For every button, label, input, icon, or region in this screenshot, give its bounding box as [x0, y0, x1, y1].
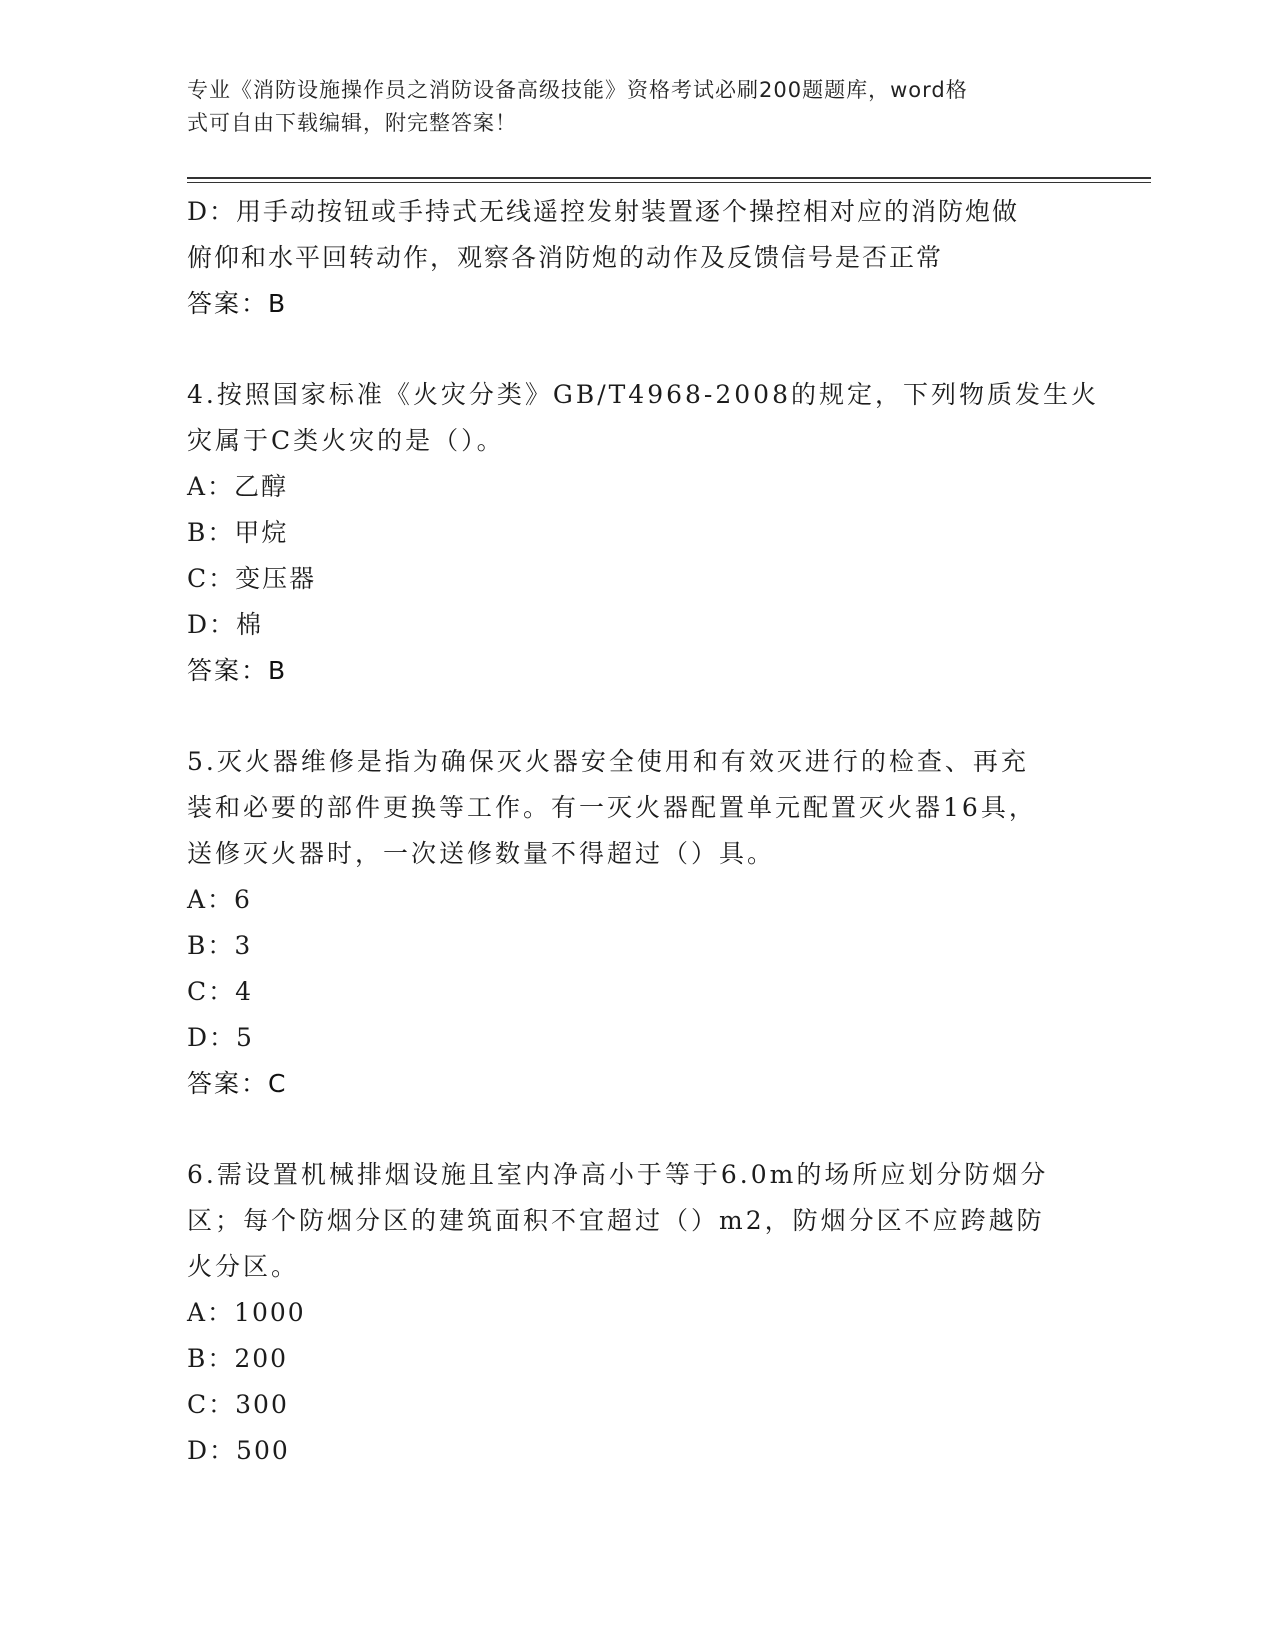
question-4-option-a: A：乙醇 [187, 472, 289, 501]
question-6-stem-line-2: 区；每个防烟分区的建筑面积不宜超过（）m2，防烟分区不应跨越防 [187, 1206, 1045, 1235]
question-6-option-a: A：1000 [187, 1298, 306, 1327]
question-4-stem-line-2: 灾属于C类火灾的是（）。 [187, 426, 505, 455]
question-4-option-d: D：棉 [187, 610, 264, 639]
question-4-option-b: B：甲烷 [187, 518, 289, 547]
question-6-option-b: B：200 [187, 1344, 289, 1373]
question-3-option-d-line-1: D：用手动按钮或手持式无线遥控发射装置逐个操控相对应的消防炮做 [187, 197, 1020, 226]
question-4-option-c: C：变压器 [187, 564, 317, 593]
question-5 [187, 739, 1087, 1107]
question-5-answer: 答案：C [187, 1069, 288, 1098]
question-6 [187, 1152, 1087, 1474]
question-6-option-c: C：300 [187, 1390, 289, 1419]
document-header [187, 74, 1077, 140]
question-3-option-d-line-2: 俯仰和水平回转动作，观察各消防炮的动作及反馈信号是否正常 [187, 243, 944, 272]
question-5-stem-line-1: 5.灭火器维修是指为确保灭火器安全使用和有效灭进行的检查、再充 [187, 747, 1029, 776]
question-5-option-b: B：3 [187, 931, 253, 960]
question-4 [187, 372, 1099, 694]
question-3-continuation [187, 189, 1087, 327]
question-5-stem-line-3: 送修灭火器时，一次送修数量不得超过（）具。 [187, 839, 776, 868]
question-5-option-c: C：4 [187, 977, 254, 1006]
question-4-stem-line-1: 4.按照国家标准《火灾分类》GB/T4968-2008的规定，下列物质发生火 [187, 380, 1099, 409]
question-4-answer: 答案：B [187, 656, 288, 685]
question-3-answer: 答案：B [187, 289, 288, 318]
question-5-option-d: D：5 [187, 1023, 254, 1052]
question-6-stem-line-3: 火分区。 [187, 1252, 300, 1281]
header-divider-thick [187, 177, 1151, 179]
question-6-stem-line-1: 6.需设置机械排烟设施且室内净高小于等于6.0m的场所应划分防烟分 [187, 1160, 1049, 1189]
question-content [187, 189, 1099, 1474]
question-5-option-a: A：6 [187, 885, 252, 914]
header-line-1: 专业《消防设施操作员之消防设备高级技能》资格考试必刷200题题库，word格 [187, 78, 968, 102]
question-5-stem-line-2: 装和必要的部件更换等工作。有一灭火器配置单元配置灭火器16具， [187, 793, 1037, 822]
header-divider-thin [187, 182, 1151, 183]
header-line-2: 式可自由下载编辑，附完整答案！ [187, 111, 517, 135]
question-6-option-d: D：500 [187, 1436, 290, 1465]
